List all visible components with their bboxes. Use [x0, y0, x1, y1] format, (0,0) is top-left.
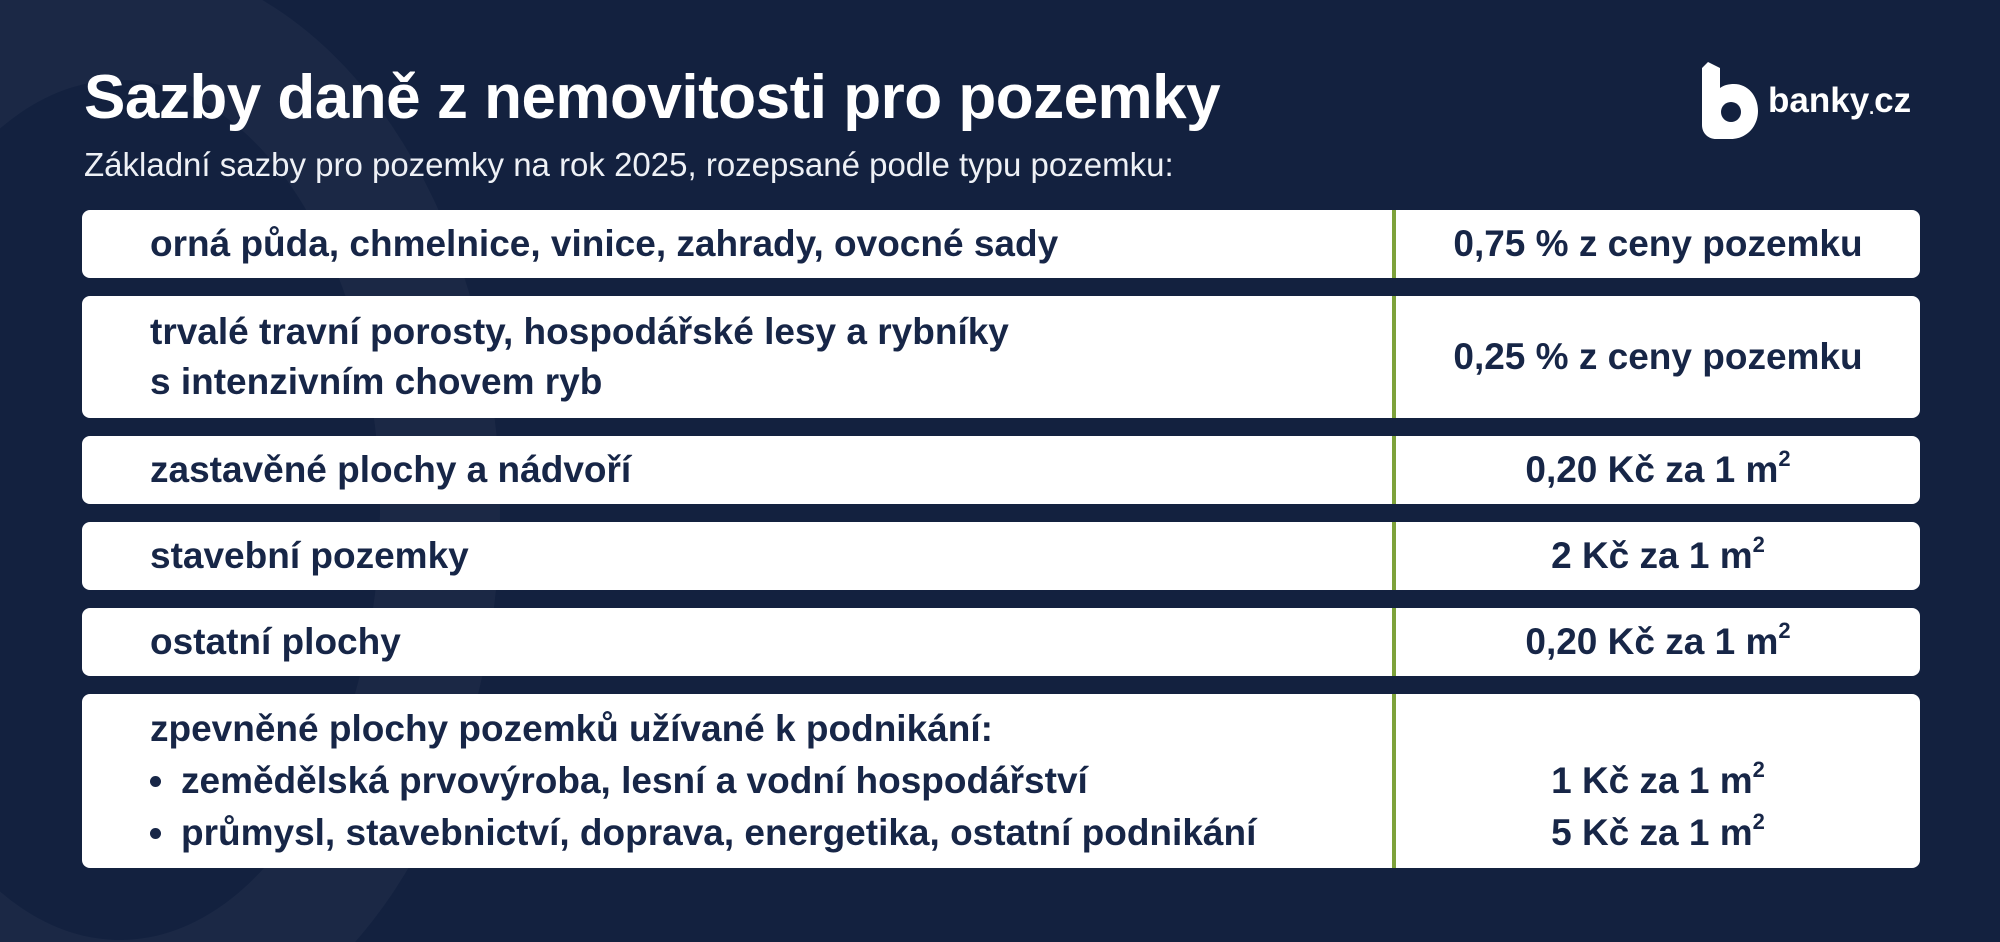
brand-logo[interactable] — [1698, 62, 1911, 140]
rate-cell — [1396, 522, 1920, 590]
land-type-label: stavební pozemky — [150, 535, 469, 576]
land-type-heading: zpevněné plochy pozemků užívané k podnikání: — [150, 708, 993, 749]
bullet-dot-icon — [150, 828, 161, 839]
rate-value: 2 Kč za 1 $m^2$ — [1551, 532, 1765, 576]
banky-logo-icon — [1698, 62, 1760, 140]
land-type-label: ostatní plochy — [150, 621, 401, 662]
land-type-label: zastavěné plochy a nádvoří — [150, 449, 632, 490]
rate-value: 0,75 % z ceny pozemku — [1453, 223, 1863, 264]
rate-value: 0,20 Kč za 1 $m^2$ — [1525, 446, 1791, 490]
land-type-label: trvalé travní porosty, hospodářské lesy a rybníky — [150, 311, 1009, 352]
rate-row — [82, 436, 1920, 504]
rate-row — [82, 522, 1920, 590]
bullet-item: průmysl, stavebnictví, doprava, energetika, ostatní podnikání — [150, 807, 1392, 859]
page-subtitle: Základní sazby pro pozemky na rok 2025, rozepsané podle typu pozemku: — [84, 146, 1174, 183]
land-type-cell — [82, 522, 1392, 590]
bullet-dot-icon — [150, 776, 161, 787]
logo-text: banky.cz — [1768, 81, 1912, 120]
land-type-cell — [82, 210, 1392, 278]
land-type-cell — [82, 608, 1392, 676]
land-type-cell — [82, 694, 1392, 868]
land-type-label: orná půda, chmelnice, vinice, zahrady, ovocné sady — [150, 223, 1059, 264]
rate-cell — [1396, 608, 1920, 676]
rate-row — [82, 608, 1920, 676]
rate-row — [82, 296, 1920, 418]
page-title: Sazby daně z nemovitosti pro pozemky — [84, 63, 1221, 132]
rate-value: 1 Kč za 1 $m^2$ — [1551, 757, 1765, 801]
rate-row — [82, 210, 1920, 278]
rate-cell — [1396, 436, 1920, 504]
rate-cell — [1396, 694, 1920, 868]
rate-value: 5 Kč za 1 $m^2$ — [1551, 809, 1765, 853]
bullet-item: zemědělská prvovýroba, lesní a vodní hospodářství — [150, 755, 1392, 807]
rate-value: 0,25 % z ceny pozemku — [1453, 336, 1863, 377]
rate-cell — [1396, 210, 1920, 278]
rate-value: 0,20 Kč za 1 $m^2$ — [1525, 618, 1791, 662]
rate-row — [82, 694, 1920, 868]
land-type-label: s intenzivním chovem ryb — [150, 361, 603, 402]
rate-cell — [1396, 296, 1920, 418]
land-type-cell — [82, 296, 1392, 418]
land-type-cell — [82, 436, 1392, 504]
